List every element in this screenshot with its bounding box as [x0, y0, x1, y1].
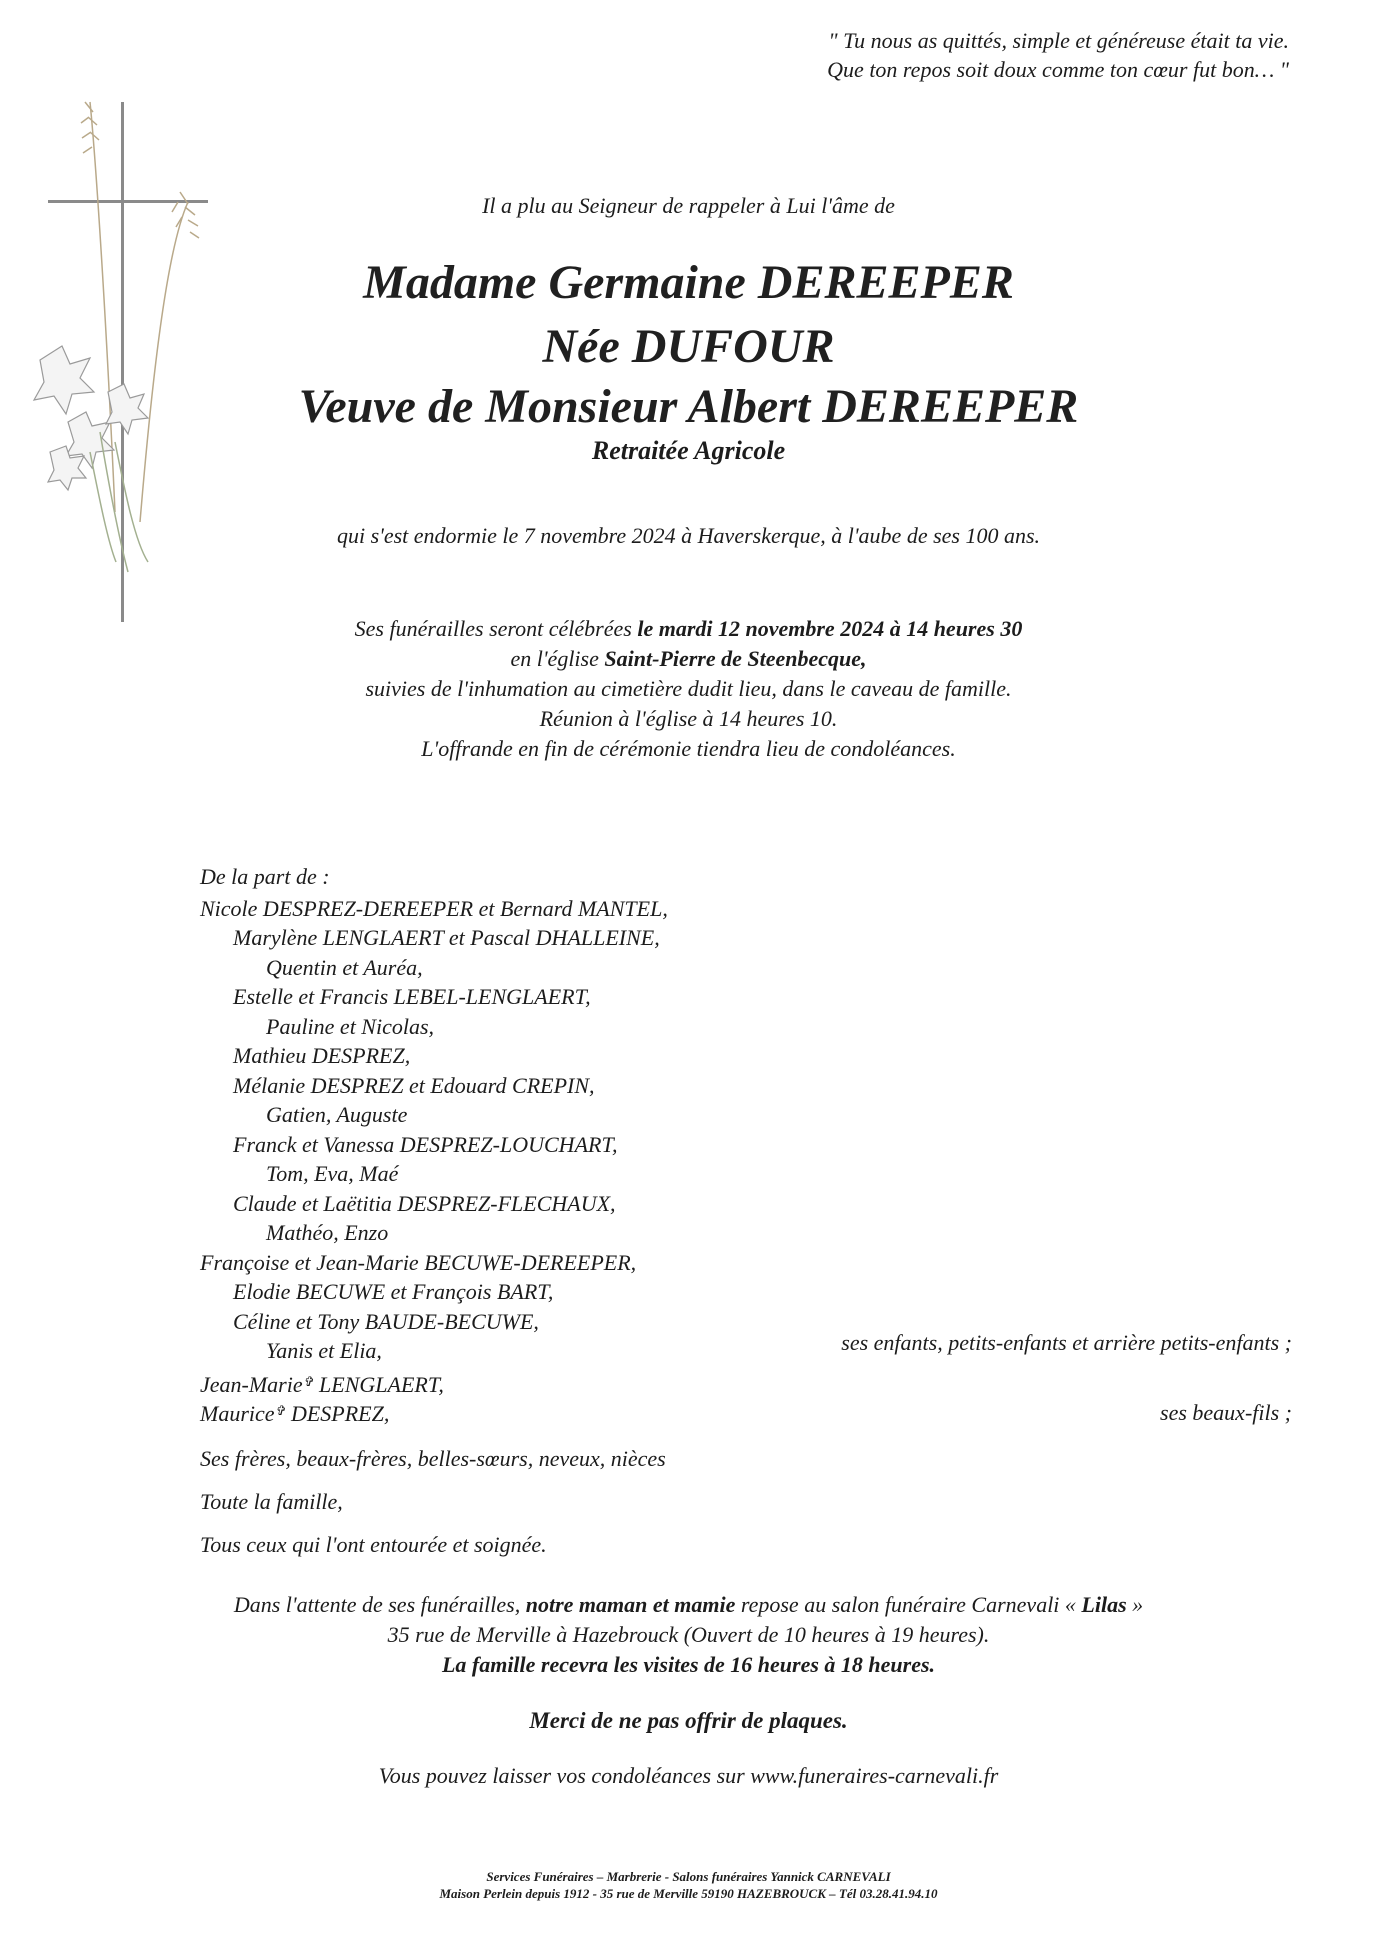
family-row: Yanis et Elia, — [266, 1338, 382, 1363]
death-announcement: qui s'est endormie le 7 novembre 2024 à Haverskerque, à l'aube de ses 100 ans. — [336, 523, 1041, 548]
condolences-notice: Vous pouvez laisser vos condoléances sur www.funeraires-carnevali.fr — [378, 1763, 999, 1788]
no-plaques-notice: Merci de ne pas offrir de plaques. — [529, 1708, 848, 1733]
family-row: Claude et Laëtitia DESPREZ-FLECHAUX, — [233, 1190, 616, 1216]
family-row: Tom, Eva, Maé — [266, 1161, 399, 1186]
funeral-home-info — [0, 1590, 1377, 1680]
footer-line-1: Services Funéraires – Marbrerie - Salons funéraires Yannick CARNEVALI — [486, 1869, 891, 1884]
inlaw-row-2: Maurice✞ DESPREZ, — [200, 1401, 390, 1426]
funeral-line-1: Ses funérailles seront célébrées le mardi 12 novembre 2024 à 14 heures 30 — [354, 616, 1023, 641]
epitaph-line-2: Que ton repos soit doux comme ton cœur fut bon… " — [827, 57, 1289, 82]
wake-line-3: La famille recevra les visites de 16 heures à 18 heures. — [441, 1652, 936, 1677]
inlaw-row-1: Jean-Marie✞ LENGLAERT, — [200, 1372, 444, 1397]
whole-family-line: Toute la famille, — [200, 1489, 343, 1514]
children-relation: ses enfants, petits-enfants et arrière petits-enfants ; — [841, 1330, 1292, 1355]
family-row: Céline et Tony BAUDE-BECUWE, — [233, 1308, 539, 1334]
family-row: Quentin et Auréa, — [266, 954, 423, 980]
family-row: Pauline et Nicolas, — [266, 1013, 435, 1039]
family-list — [200, 862, 668, 1366]
salon-name: Lilas — [1081, 1592, 1127, 1617]
family-row: Françoise et Jean-Marie BECUWE-DEREEPER, — [200, 1249, 637, 1275]
funeral-line-5: L'offrande en fin de cérémonie tiendra lieu de condoléances. — [421, 736, 956, 761]
family-row: Mathieu DESPREZ, — [233, 1043, 411, 1068]
family-heading: De la part de : — [200, 864, 330, 889]
church-name: Saint-Pierre de Steenbecque, — [604, 646, 867, 671]
footer-line-2: Maison Perlein depuis 1912 - 35 rue de Merville 59190 HAZEBROUCK – Tél 03.28.41.94.10 — [439, 1886, 938, 1901]
family-row: Marylène LENGLAERT et Pascal DHALLEINE, — [233, 925, 660, 950]
funeral-line-3: suivies de l'inhumation au cimetière dudit lieu, dans le caveau de famille. — [365, 676, 1012, 701]
footer — [0, 1868, 1377, 1902]
epitaph-line-1: " Tu nous as quittés, simple et généreuse était ta vie. — [828, 28, 1289, 53]
family-row: Nicole DESPREZ-DEREEPER et Bernard MANTEL, — [200, 895, 668, 921]
caregivers-line: Tous ceux qui l'ont entourée et soignée. — [200, 1532, 547, 1557]
epitaph-quote — [827, 26, 1289, 84]
deceased-cross-icon: ✞ — [302, 1374, 314, 1389]
family-row: Gatien, Auguste — [266, 1102, 408, 1127]
maiden-name: Née DUFOUR — [542, 320, 835, 373]
inlaws-relation: ses beaux-fils ; — [1160, 1400, 1292, 1425]
family-row: Mathéo, Enzo — [266, 1220, 389, 1245]
wake-line-2: 35 rue de Merville à Hazebrouck (Ouvert de 10 heures à 19 heures). — [387, 1622, 990, 1647]
occupation: Retraitée Agricole — [591, 436, 786, 465]
intro-text: Il a plu au Seigneur de rappeler à Lui l'âme de — [482, 193, 895, 218]
funeral-details — [0, 614, 1377, 764]
funeral-line-4: Réunion à l'église à 14 heures 10. — [539, 706, 838, 731]
siblings-line: Ses frères, beaux-frères, belles-sœurs, neveux, nièces — [200, 1446, 666, 1471]
deceased-cross-icon: ✞ — [274, 1403, 286, 1418]
funeral-line-2: en l'église Saint-Pierre de Steenbecque, — [510, 646, 867, 671]
family-row: Mélanie DESPREZ et Edouard CREPIN, — [233, 1072, 595, 1098]
widow-of: Veuve de Monsieur Albert DEREEPER — [298, 380, 1079, 433]
deceased-name: Madame Germaine DEREEPER — [363, 256, 1014, 309]
wake-line-1: Dans l'attente de ses funérailles, notre maman et mamie repose au salon funéraire Carnevali « Lilas » — [233, 1592, 1144, 1617]
family-row: Estelle et Francis LEBEL-LENGLAERT, — [233, 984, 591, 1009]
funeral-date: le mardi 12 novembre 2024 à 14 heures 30 — [637, 616, 1023, 641]
family-row: Franck et Vanessa DESPREZ-LOUCHART, — [233, 1131, 618, 1157]
family-row: Elodie BECUWE et François BART, — [233, 1279, 554, 1304]
